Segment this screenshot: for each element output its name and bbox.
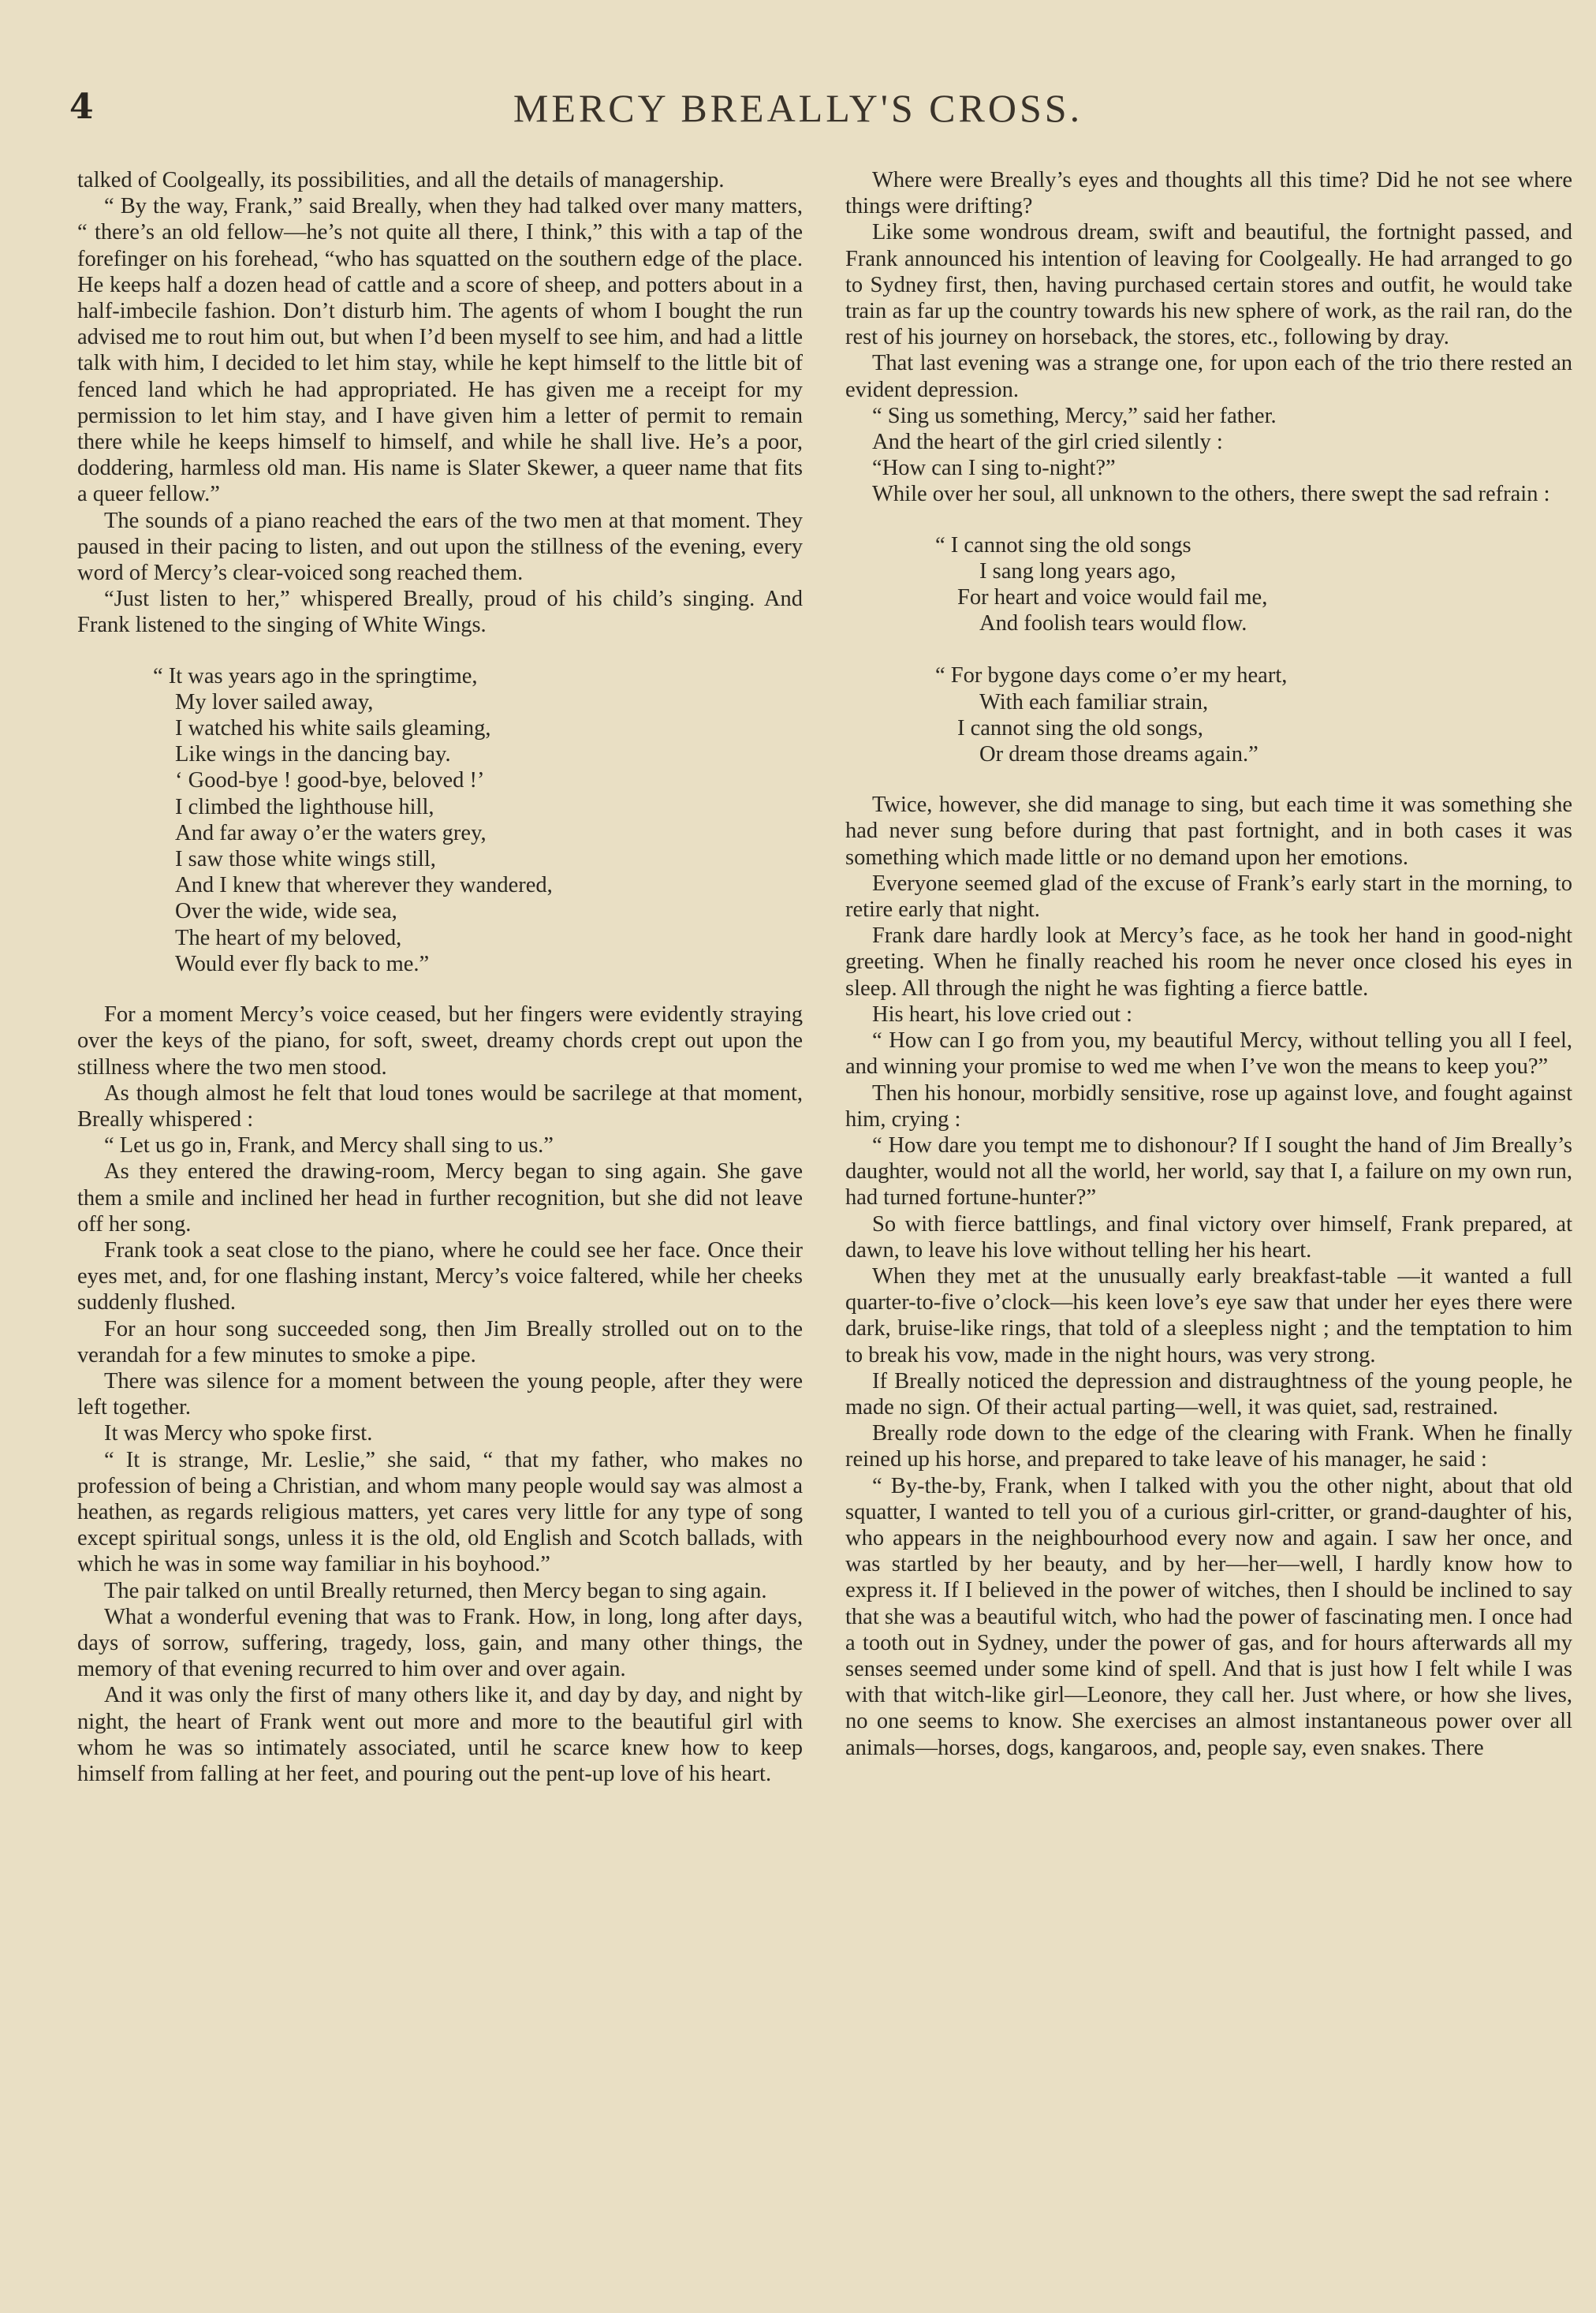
paragraph: As though almost he felt that loud tones would be sacrilege at that moment, Breally whispered : — [77, 1080, 803, 1132]
verse-line: For heart and voice would fail me, — [957, 585, 1268, 610]
paragraph: The sounds of a piano reached the ears of the two men at that moment. They paused in their pacing to listen, and out upon the stillness of the evening, every word of Mercy’s clear-voiced song reached them. — [77, 508, 803, 586]
paragraph: If Breally noticed the depression and distraughtness of the young people, he made no sign. Of their actual parting—well, it was quiet, sad, restrained. — [845, 1368, 1572, 1420]
paragraph: “How can I sing to-night?” — [872, 456, 1116, 481]
paragraph: And the heart of the girl cried silently : — [872, 430, 1223, 455]
paragraph: And it was only the first of many others like it, and day by day, and night by night, the heart of Frank went out more and more to the beautiful girl with whom he was so intimately associated, until he scarce knew how to keep himself from falling at her feet, and pouring out the pent-up love of his heart. — [77, 1683, 803, 1786]
paragraph: Frank took a seat close to the piano, where he could see her face. Once their eyes met, and, for one flashing instant, Mercy’s voice faltered, while her cheeks suddenly flushed. — [77, 1237, 803, 1315]
verse-line: “ For bygone days come o’er my heart, — [935, 663, 1288, 688]
running-head: MERCY BREALLY'S CROSS. — [513, 86, 1083, 130]
paragraph: That last evening was a strange one, for upon each of the trio there rested an evident depression. — [845, 351, 1572, 402]
paragraph: Like some wondrous dream, swift and beautiful, the fortnight passed, and Frank announced his intention of leaving for Coolgeally. He had arranged to go to Sydney first, then, having purchased certain stores and outfit, he would take train as far up the country towards his new sphere of work, as the rail ran, do the rest of his journey on horseback, the stores, etc., following by dray. — [845, 220, 1572, 350]
paragraph: “ It is strange, Mr. Leslie,” she said, “ that my father, who makes no profession of being a Christian, and whom many people would say was almost a heathen, as regards religious matters, yet cares very little for any type of song except spiritual songs, unless it is the old, old English and Scotch ballads, with which he was in some way familiar in his boyhood.” — [77, 1447, 803, 1577]
verse-line: With each familiar strain, — [979, 689, 1209, 714]
paragraph: “ Let us go in, Frank, and Mercy shall sing to us.” — [104, 1133, 554, 1158]
stanza — [845, 662, 1572, 767]
paragraph: As they entered the drawing-room, Mercy began to sing again. She gave them a smile and inclined her head in further recognition, but she did not leave off her song. — [77, 1159, 803, 1237]
paragraph: For a moment Mercy’s voice ceased, but her fingers were evidently straying over the keys of the piano, for soft, sweet, dreamy chords crept out upon the stillness where the two men stood. — [77, 1002, 803, 1080]
song-white-wings — [77, 663, 803, 977]
paragraph: There was silence for a moment between the young people, after they were left together. — [77, 1368, 803, 1420]
page-number: 4 — [69, 87, 94, 127]
verse-line: I sang long years ago, — [979, 558, 1176, 584]
paragraph: Breally rode down to the edge of the clearing with Frank. When he finally reined up his horse, and prepared to take leave of his manager, he said : — [845, 1421, 1572, 1472]
verse-line: And I knew that wherever they wandered, — [175, 873, 553, 898]
verse-line: I saw those white wings still, — [175, 847, 436, 872]
verse-line: “ I cannot sing the old songs — [935, 532, 1191, 558]
verse-line: And foolish tears would flow. — [979, 611, 1247, 636]
paragraph: talked of Coolgeally, its possibilities, and all the details of managership. — [77, 168, 725, 192]
verse-line: “ It was years ago in the springtime, — [153, 663, 478, 688]
paragraph: What a wonderful evening that was to Frank. How, in long, long after days, days of sorrow, suffering, tragedy, loss, gain, and many other things, the memory of that evening recurred to him over and over again. — [77, 1604, 803, 1682]
left-column — [77, 167, 803, 1787]
paragraph: So with fierce battlings, and final victory over himself, Frank prepared, at dawn, to leave his love without telling her his heart. — [845, 1211, 1572, 1263]
paragraph: When they met at the unusually early breakfast-table —it wanted a full quarter-to-five o’clock—his keen love’s eye saw that under her eyes there were dark, bruise-like rings, that told of a sleepless night ; and the temptation to him to break his vow, made in the night hours, was very strong. — [845, 1263, 1572, 1367]
right-column — [845, 167, 1572, 1761]
verse-line: My lover sailed away, — [175, 689, 374, 714]
verse-line: I cannot sing the old songs, — [957, 715, 1203, 741]
paragraph: Twice, however, she did manage to sing, but each time it was something she had never sung before during that past fortnight, and in both cases it was something which made little or no demand upon her emotions. — [845, 793, 1572, 870]
paragraph: “ By-the-by, Frank, when I talked with you the other night, about that old squatter, I wanted to tell you of a curious girl-critter, or grand-daughter of his, who appears in the neighbourhood every now and again. I saw her once, and was startled by her beauty, and by her—her—well, I hardly know how to express it. If I believed in the power of witches, then I should be inclined to say that she was a beautiful witch, who had the power of fascinating men. I once had a tooth out in Sydney, under the power of gas, and for hours afterwards all my senses seemed under some kind of spell. And that is just how I felt while I was with that witch-like girl—Leonore, they call her. Just where, or how she lives, no one seems to know. She exercises an almost instantaneous power over all animals—horses, dogs, kangaroos, and, people say, even snakes. There — [845, 1473, 1572, 1760]
paragraph: It was Mercy who spoke first. — [104, 1421, 373, 1446]
paragraph: Everyone seemed glad of the excuse of Frank’s early start in the morning, to retire early that night. — [845, 871, 1572, 923]
paragraph: For an hour song succeeded song, then Jim Breally strolled out on to the verandah for a few minutes to smoke a pipe. — [77, 1316, 803, 1367]
verse-line: ‘ Good-bye ! good-bye, beloved !’ — [175, 768, 485, 793]
paragraph: “ How dare you tempt me to dishonour? If I sought the hand of Jim Breally’s daughter, would not all the world, her world, say that I, a failure on my own run, had turned fortune-hunter?” — [845, 1132, 1572, 1211]
paragraph: Frank dare hardly look at Mercy’s face, as he took her hand in good-night greeting. When he finally reached his room he never once closed his eyes in sleep. All through the night he was fighting a fierce battle. — [845, 923, 1572, 1001]
verse-line: Over the wide, wide sea, — [175, 899, 397, 924]
paragraph: “ Sing us something, Mercy,” said her father. — [872, 403, 1277, 428]
verse-line: The heart of my beloved, — [175, 925, 402, 950]
paragraph: The pair talked on until Breally returned, then Mercy began to sing again. — [104, 1578, 767, 1603]
paragraph: “ By the way, Frank,” said Breally, when they had talked over many matters, “ there’s an old fellow—he’s not quite all there, I think,” this with a tap of the forefinger on his forehead, “who has squatted on the southern edge of the place. He keeps half a dozen head of cattle and a score of sheep, and potters about in a half-imbecile fashion. Don’t disturb him. The agents of whom I bought the run advised me to rout him out, but when I’d been myself to see him, and had a little talk with him, I decided to let him stay, while he kept himself to the little bit of fenced land which he had appropriated. He has given me a receipt for my permission to let him stay, and I have given him a letter of permit to remain there while he keeps himself to himself, and while he shall live. He’s a poor, doddering, harmless old man. His name is Slater Skewer, a queer name that fits a queer fellow.” — [77, 194, 803, 507]
paragraph: “Just listen to her,” whispered Breally, proud of his child’s singing. And Frank listened to the singing of White Wings. — [77, 587, 803, 638]
paragraph: While over her soul, all unknown to the others, there swept the sad refrain : — [872, 482, 1550, 507]
paragraph: Then his honour, morbidly sensitive, rose up against love, and fought against him, crying : — [845, 1080, 1572, 1132]
paragraph: Where were Breally’s eyes and thoughts all this time? Did he not see where things were drifting? — [845, 168, 1572, 219]
verse-line: Or dream those dreams again.” — [979, 742, 1259, 767]
stanza — [845, 532, 1572, 637]
verse-line: I climbed the lighthouse hill, — [175, 794, 434, 819]
paragraph: “ How can I go from you, my beautiful Mercy, without telling you all I feel, and winning your promise to wed me when I’ve won the means to keep you?” — [845, 1028, 1572, 1080]
verse-line: Like wings in the dancing bay. — [175, 742, 451, 767]
verse-line: Would ever fly back to me.” — [175, 951, 430, 976]
verse-line: And far away o’er the waters grey, — [175, 820, 487, 845]
verse-line: I watched his white sails gleaming, — [175, 716, 491, 741]
paragraph: His heart, his love cried out : — [872, 1002, 1133, 1027]
song-old-songs — [845, 532, 1572, 768]
